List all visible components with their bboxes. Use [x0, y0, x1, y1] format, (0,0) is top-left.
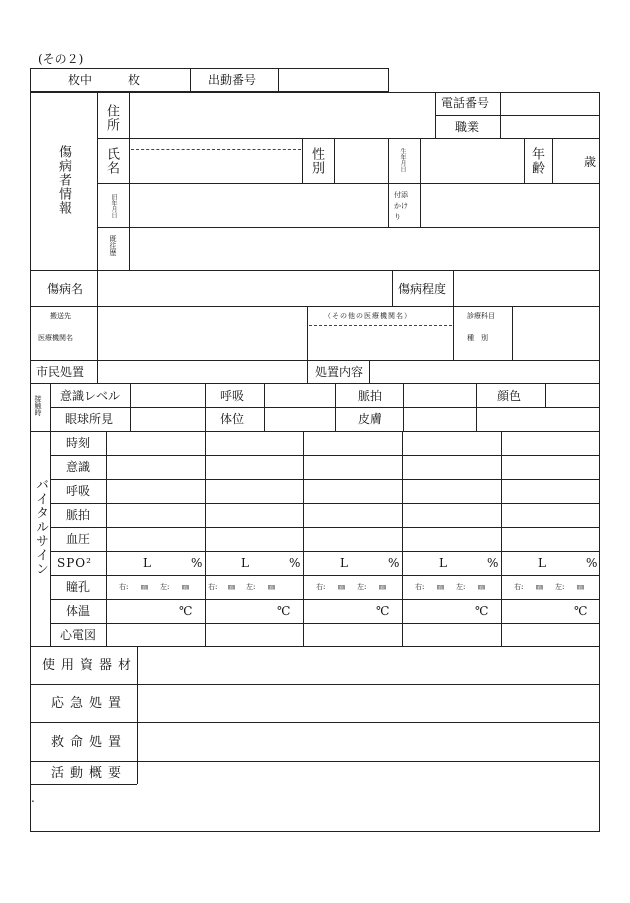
eye-label: 眼球所見: [65, 412, 114, 426]
phone-label: 電話番号: [441, 96, 490, 110]
dispatch-no-label: 出動番号: [208, 73, 257, 87]
posture-label: 体位: [220, 412, 245, 426]
spo2-l-1: L: [143, 556, 151, 570]
pupil-left-unit-4: ㎜: [478, 583, 485, 591]
spo2-pct-1: %: [191, 556, 203, 570]
pupil-right-1: 右:: [119, 583, 129, 591]
pupil-right-unit-5: ㎜: [536, 583, 543, 591]
spo2-pct-5: %: [586, 556, 598, 570]
skin-label: 皮膚: [358, 412, 383, 426]
age-label: 年齢: [529, 147, 544, 175]
contact-respiration-label: 呼吸: [220, 389, 245, 403]
vitals-row-spo2: SPO²: [57, 556, 92, 570]
hospital-label: 医療機関名: [38, 334, 73, 342]
pupil-left-unit-2: ㎜: [268, 583, 275, 591]
equipment-label: 使用資器材: [42, 658, 138, 673]
spo2-l-5: L: [538, 556, 546, 570]
temp-unit-2: ℃: [277, 604, 291, 618]
vitals-row-consciousness: 意識: [66, 460, 91, 474]
pupil-left-unit-3: ㎜: [379, 583, 386, 591]
care-content-label: 処置内容: [315, 365, 364, 379]
pupil-left-5: 左:: [555, 583, 565, 591]
vitals-row-pulse: 脈拍: [66, 508, 91, 522]
pupil-right-5: 右:: [514, 583, 524, 591]
pupil-left-unit-1: ㎜: [182, 583, 189, 591]
sex-label: 性別: [309, 147, 324, 175]
complexion-label: 顔色: [497, 389, 522, 403]
vitals-row-respiration: 呼吸: [66, 484, 91, 498]
page-label: (その２): [38, 52, 84, 66]
copies-current-label: 枚中: [68, 73, 93, 87]
pupil-right-unit-4: ㎜: [437, 583, 444, 591]
pupil-left-2: 左:: [246, 583, 256, 591]
temp-unit-5: ℃: [574, 604, 588, 618]
consciousness-label: 意識レベル: [60, 389, 121, 403]
vitals-row-bp: 血圧: [66, 532, 91, 546]
pupil-left-1: 左:: [160, 583, 170, 591]
pupil-right-3: 右:: [316, 583, 326, 591]
type-label: 種 別: [467, 334, 488, 342]
age-unit: 歳: [584, 155, 597, 169]
injury-severity-label: 傷病程度: [398, 282, 447, 296]
pupil-right-4: 右:: [415, 583, 425, 591]
pupil-left-unit-5: ㎜: [577, 583, 584, 591]
temp-unit-3: ℃: [376, 604, 390, 618]
vitals-row-time: 時刻: [66, 436, 91, 450]
spo2-l-3: L: [340, 556, 348, 570]
pupil-left-3: 左:: [357, 583, 367, 591]
rescue-care-label: 救命処置: [51, 735, 128, 750]
temp-unit-4: ℃: [475, 604, 489, 618]
pupil-right-2: 右:: [208, 583, 218, 591]
pupil-right-unit-3: ㎜: [338, 583, 345, 591]
activity-mark: .: [31, 791, 35, 805]
injury-name-label: 傷病名: [47, 282, 84, 296]
dept-label: 診療科目: [467, 312, 495, 320]
birth-label: 生年月日: [399, 148, 406, 172]
address-label: 住所: [104, 104, 119, 132]
spo2-pct-4: %: [487, 556, 499, 570]
emergency-care-label: 応急処置: [51, 696, 128, 711]
copies-total-label: 枚: [128, 73, 141, 87]
temp-unit-1: ℃: [179, 604, 193, 618]
occupation-label: 職業: [455, 120, 480, 134]
vitals-row-pupil: 瞳孔: [66, 580, 91, 594]
citizen-care-label: 市民処置: [36, 365, 85, 379]
birth-small-label: 旧年月日: [110, 194, 117, 218]
other-hospital-label: （その他の医療機関名）: [324, 312, 412, 320]
pupil-left-4: 左:: [456, 583, 466, 591]
destination-label: 搬送先: [50, 312, 71, 320]
vitals-section-label: バイタルサイン: [33, 478, 48, 576]
history-label: 既往歴: [109, 235, 117, 256]
spo2-l-2: L: [241, 556, 249, 570]
spo2-pct-3: %: [388, 556, 400, 570]
spo2-l-4: L: [439, 556, 447, 570]
contact-pulse-label: 脈拍: [358, 389, 383, 403]
pupil-right-unit-1: ㎜: [141, 583, 148, 591]
vitals-row-temp: 体温: [66, 604, 91, 618]
spo2-pct-2: %: [289, 556, 301, 570]
name-label: 氏名: [104, 147, 119, 175]
contact-section-label: 接触時: [34, 395, 42, 416]
pupil-right-unit-2: ㎜: [228, 583, 235, 591]
vitals-row-ecg: 心電図: [60, 628, 97, 642]
activity-summary-label: 活動概要: [51, 766, 128, 781]
patient-info-section-label: 傷病者情報: [56, 145, 71, 215]
attendant-label: 付添かけり: [394, 191, 408, 221]
